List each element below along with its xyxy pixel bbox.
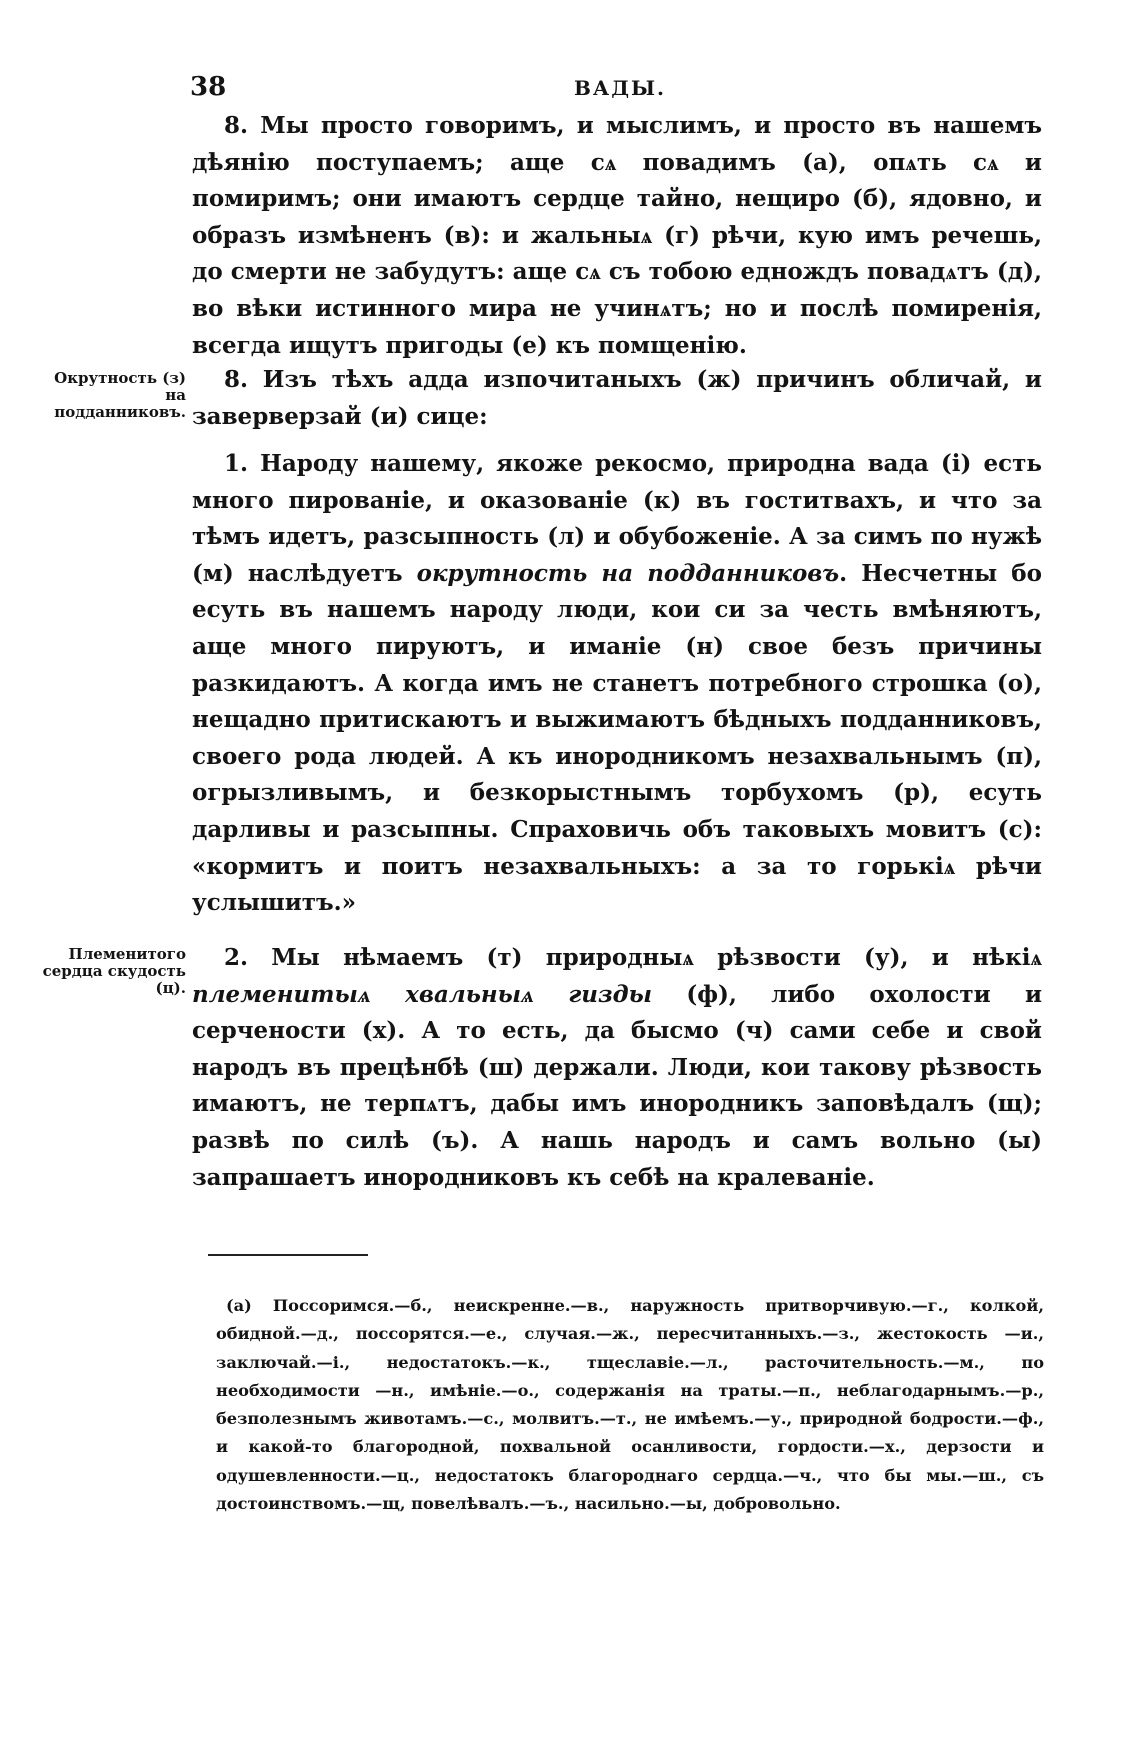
footnote-divider xyxy=(208,1254,368,1256)
paragraph-2-before: 2. Мы нѣмаемъ (т) природныѧ рѣзвости (у), и нѣкіѧ xyxy=(224,944,1042,971)
footnote-text: (а) Поссоримся.—б., неискренне.—в., наружность притворчивую.—г., колкой, обидной.—д., поссорятся.—е., случая.—ж., пересчитанныхъ.—з., жестокость —и., заключай.—і., недостатокъ.—к., тщеславіе.—л., расточительность.—м., по необходимости —н., имѣніе.—о., содержанія на траты.—п., неблагодарнымъ.—р., безполезнымъ животамъ.—с., молвитъ.—т., не имѣемъ.—у., природной бодрости.—ф., и какой-то благородной, похвальной осанливости, гордости.—х., дерзости и одушевленности.—ц., недостатокъ благороднаго сердца.—ч., что бы мы.—ш., съ достоинствомъ.—щ, повелѣвалъ.—ъ., насильно.—ы, добровольно. xyxy=(216,1296,1044,1514)
page-header xyxy=(190,72,1050,106)
main-text-block-3 xyxy=(192,446,1042,922)
paragraph-1-italic: окрутность на подданниковъ xyxy=(416,559,840,587)
paragraph-8a: 8. Мы просто говоримъ, и мыслимъ, и просто въ нашемъ дѣянію поступаемъ; аще сѧ повадимъ (а), опѧть сѧ и помиримъ; они имаютъ сердце тайно, нещиро (б), ядовно, и образъ измѣненъ (в): и жальныѧ (г) рѣчи, кую имъ речешь, до смерти не забудутъ: аще сѧ съ тобою еднождъ повадѧтъ (д), во вѣки истинного мира не учинѧтъ; но и послѣ помиренія, всегда ищутъ пригоды (е) къ помщенію. xyxy=(192,112,1042,359)
main-text-block-2 xyxy=(192,362,1042,435)
paragraph-2-italic: племенитыѧ хвальныѧ гизды xyxy=(192,980,653,1008)
page-number: 38 xyxy=(190,72,227,102)
paragraph-1-after: . Несчетны бо есуть въ нашемъ народу люди, кои си за честь вмѣняютъ, аще много пируютъ, и иманіе (н) свое безъ причины разкидаютъ. А когда имъ не станетъ потребного строшка (о), нещадно притискаютъ и выжимаютъ бѣдныхъ подданниковъ, своего рода людей. А къ инородникомъ незахвальнымъ (п), огрызливымъ, и безкорыстнымъ торбухомъ (р), есуть дарливы и разсыпны. Спраховичь объ таковыхъ мовитъ (с): «кормитъ и поитъ незахвальныхъ: а за то горькіѧ рѣчи услышитъ.» xyxy=(192,559,1042,917)
main-text-block-4 xyxy=(192,940,1042,1196)
footnotes xyxy=(216,1292,1044,1518)
sidenote-cruelty: Окрутность (з) на подданниковъ. xyxy=(54,369,186,421)
paragraph-1 xyxy=(192,446,1042,922)
sidenote-noble-heart: Племенитого сердца скудость (ц). xyxy=(42,945,186,997)
paragraph-8b: 8. Изъ тѣхъ адда изпочитаныхъ (ж) причинъ обличай, и заверверзай (и) сице: xyxy=(192,366,1042,430)
paragraph-2 xyxy=(192,940,1042,1196)
paragraph-2-after: (ф), либо охолости и серчености (х). А то есть, да бысмо (ч) сами себе и свой народъ въ прецѣнбѣ (ш) держали. Люди, кои такову рѣзвость имаютъ, не терпѧтъ, дабы имъ инородникъ заповѣдалъ (щ); развѣ по силѣ (ъ). А нашь народъ и самъ вольно (ы) запрашаетъ инородниковъ къ себѣ на кралеваніе. xyxy=(192,980,1042,1191)
paragraph-1-before: 1. Народу нашему, якоже рекосмо, природна вада (і) есть много пированіе, и оказованіе (к) въ гоститвахъ, и что за тѣмъ идетъ, разсыпность (л) и обубоженіе. А за симъ по нужѣ (м) наслѣдуетъ xyxy=(192,450,1042,587)
main-text-block-1 xyxy=(192,108,1042,364)
running-title: ВАДЫ. xyxy=(574,76,666,100)
